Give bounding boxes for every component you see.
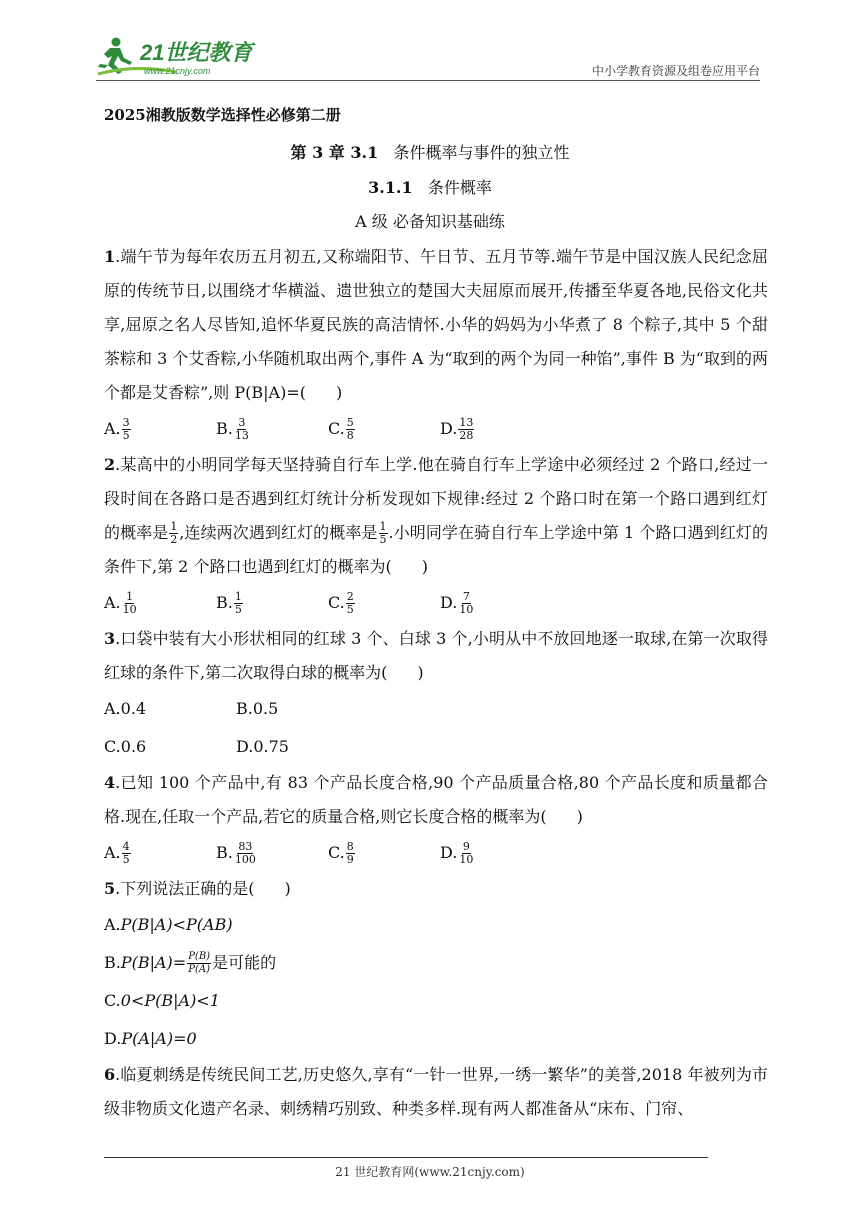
question-number: 2 (104, 455, 116, 474)
options-4 (104, 834, 768, 872)
question-text: .口袋中装有大小形状相同的红球 3 个、白球 3 个,小明从中不放回地逐一取球,在第一次取得红球的条件下,第二次取得白球的概率为( (104, 629, 768, 682)
option-c: C. $\frac{5}{8}$ (328, 415, 354, 442)
section-name: 条件概率 (427, 178, 492, 197)
option-d: D. $\frac{13}{28}$ (440, 415, 474, 442)
option-b: B. $\frac{1}{5}$ (216, 589, 242, 616)
document-title: 2025湘教版数学选择性必修第二册 (104, 106, 341, 124)
option-a: A. 0.4 (104, 699, 147, 718)
paren-close: ) (576, 807, 583, 826)
option-d: D. P(A|A)=0 (104, 1029, 197, 1048)
question-number: 1 (104, 247, 116, 266)
question-number: 6 (104, 1065, 116, 1084)
question-text: .端午节为每年农历五月初五,又称端阳节、午日节、五月节等.端午节是中国汉族人民纪念屈原的传统节日,以围绕才华横溢、遗世独立的楚国大夫屈原而展开,传播至华夏各地,民俗文化共享,屈原之名人尽皆知,追怀华夏民族的高洁情怀.小华的妈妈为小华煮了 8 个粽子,其中 5 个甜茶粽和 3 个艾香粽,小华随机取出两个,事件 A 为“取到的两个为同一种馅”,事件 B 为“取到的两个都是艾香粽”,则 P(B|A)=( (104, 247, 768, 402)
paren-close: ) (417, 663, 424, 682)
question-list (104, 240, 768, 1126)
fraction: $\frac{1}{5}$ (379, 520, 387, 546)
page-footer: 21 世纪教育网(www.21cnjy.com) (335, 1165, 525, 1179)
option-d: D. $\frac{9}{10}$ (440, 839, 474, 866)
fraction: $\frac{1}{2}$ (170, 520, 178, 546)
option-a: A. $\frac{3}{5}$ (104, 415, 130, 442)
question-text: ,连续两次遇到红灯的概率是 (179, 523, 378, 542)
logo-text: 21世纪教育 (140, 40, 253, 65)
option-b: B. P(B|A)= $\frac{P(B)}{P(A)}$ 是可能的 (104, 950, 277, 975)
option-c: C. $\frac{2}{5}$ (328, 589, 354, 616)
option-c: C. 0<P(B|A)<1 (104, 991, 220, 1010)
options-1 (104, 410, 768, 448)
option-b: B. $\frac{3}{13}$ (216, 415, 249, 442)
question-text: .临夏刺绣是传统民间工艺,历史悠久,享有“一针一世界,一绣一繁华”的美誉,2018 年被列为市级非物质文化遗产名录、刺绣精巧别致、种类多样.现有两人都准备从“床布、门帘、 (104, 1065, 768, 1118)
section-title (0, 175, 860, 198)
question-6 (104, 1058, 768, 1126)
question-4 (104, 766, 768, 834)
chapter-name: 条件概率与事件的独立性 (393, 143, 570, 162)
option-a: A. P(B|A)<P(AB) (104, 915, 233, 934)
question-1 (104, 240, 768, 410)
option-d: D. $\frac{7}{10}$ (440, 589, 474, 616)
options-3-row2 (104, 728, 768, 766)
footer-divider (104, 1157, 708, 1158)
platform-label: 中小学教育资源及组卷应用平台 (591, 64, 760, 78)
question-text: .已知 100 个产品中,有 83 个产品长度合格,90 个产品质量合格,80 个产品长度和质量都合格.现在,任取一个产品,若它的质量合格,则它长度合格的概率为( (104, 773, 768, 826)
question-5 (104, 872, 768, 906)
option-a: A. $\frac{4}{5}$ (104, 839, 130, 866)
option-d: D. 0.75 (236, 737, 289, 756)
chapter-title (0, 140, 860, 163)
section-number: 3.1.1 (368, 178, 413, 197)
header-divider (96, 80, 760, 81)
question-text: .下列说法正确的是( (115, 879, 255, 898)
paren-close: ) (335, 383, 343, 402)
option-b: B. $\frac{83}{100}$ (216, 839, 256, 866)
options-2 (104, 584, 768, 622)
question-number: 4 (104, 773, 116, 792)
logo-url: www.21cnjy.com (144, 66, 211, 76)
question-text: .某高中的小明同学每天坚持骑自行车上学.他在骑自行车上学途中必须经过 2 个路口,经过一段时间在各路口是否遇到红灯统计分析发现如下规律:经过 2 个路口时在第一个路口遇到红灯的概率是 (104, 455, 768, 542)
option-a: A. $\frac{1}{10}$ (104, 589, 137, 616)
question-number: 5 (104, 879, 116, 898)
question-2 (104, 448, 768, 584)
option-c: C. 0.6 (104, 737, 147, 756)
level-heading: A 级 必备知识基础练 (355, 212, 505, 231)
question-number: 3 (104, 629, 116, 648)
chapter-number: 第 3 章 3.1 (290, 143, 379, 162)
site-logo (96, 34, 266, 78)
paren-close: ) (421, 557, 428, 576)
option-b: B. 0.5 (236, 699, 279, 718)
page-header (96, 34, 768, 82)
option-c: C. $\frac{8}{9}$ (328, 839, 354, 866)
question-text: .小明同学在骑自行车上学途中第 1 个路口遇到红灯的条件下,第 2 个路口也遇到红灯的概率为( (104, 523, 768, 576)
options-3-row1 (104, 690, 768, 728)
question-3 (104, 622, 768, 690)
paren-close: ) (284, 879, 291, 898)
